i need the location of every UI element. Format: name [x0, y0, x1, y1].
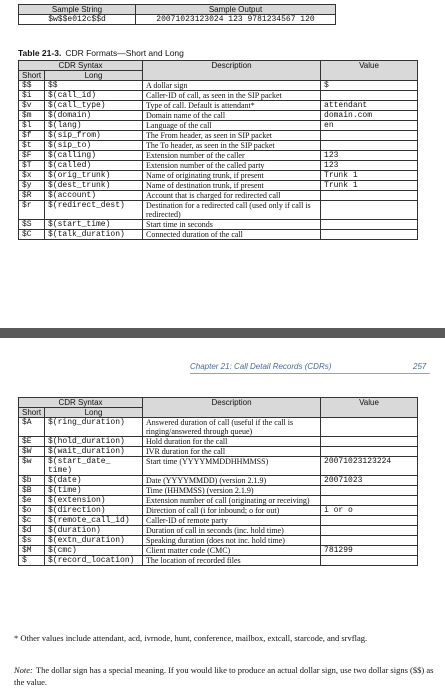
description-cell: Time (HHMMSS) (version 2.1.9) — [143, 486, 321, 496]
value-cell: 20071023 — [321, 476, 418, 486]
description-cell: The From header, as seen in SIP packet — [143, 131, 321, 141]
page-break — [0, 328, 445, 338]
value-cell — [321, 131, 418, 141]
description-cell: Direction of call (i for inbound; o for out) — [143, 506, 321, 516]
description-cell: The To header, as seen in the SIP packet — [143, 141, 321, 151]
description-cell: The location of recorded files — [143, 556, 321, 566]
short-cell: $o — [19, 506, 45, 516]
table-row — [19, 447, 418, 457]
value-cell: attendant — [321, 101, 418, 111]
value-cell: domain.com — [321, 111, 418, 121]
description-cell: A dollar sign — [143, 81, 321, 91]
description-cell: Extension number of call (originating or receiving) — [143, 496, 321, 506]
short-cell: $ — [19, 556, 45, 566]
table-row — [19, 516, 418, 526]
table-caption — [18, 48, 184, 58]
value-cell — [321, 437, 418, 447]
value-cell — [321, 496, 418, 506]
sample-output-header: Sample Output — [136, 5, 336, 15]
value-cell — [321, 220, 418, 230]
value-cell — [321, 516, 418, 526]
table-row — [19, 141, 418, 151]
short-cell: $S — [19, 220, 45, 230]
cdr-formats-table — [18, 60, 418, 240]
table-row — [19, 131, 418, 141]
page-number: 257 — [413, 362, 427, 371]
description-cell: Destination for a redirected call (used only if call is redirected) — [143, 201, 321, 220]
description-cell: Type of call. Default is attendant* — [143, 101, 321, 111]
description-cell: Name of destination trunk, if present — [143, 181, 321, 191]
cdr-syntax-header: CDR Syntax — [19, 61, 143, 71]
long-cell: $(duration) — [45, 526, 143, 536]
short-cell: $d — [19, 526, 45, 536]
value-cell — [321, 230, 418, 240]
short-cell: $B — [19, 486, 45, 496]
long-cell: $(sip_from) — [45, 131, 143, 141]
long-cell: $(start_date_ time) — [45, 457, 143, 476]
caption-text: CDR Formats—Short and Long — [65, 48, 184, 58]
note-label: Note: — [14, 665, 33, 675]
table-row — [19, 161, 418, 171]
value-cell — [321, 526, 418, 536]
short-cell: $M — [19, 546, 45, 556]
short-header: Short — [19, 71, 45, 81]
short-cell: $s — [19, 536, 45, 546]
description-cell: Hold duration for the call — [143, 437, 321, 447]
value-cell — [321, 191, 418, 201]
sample-string-header: Sample String — [19, 5, 136, 15]
table-row — [19, 191, 418, 201]
description-cell: Start time in seconds — [143, 220, 321, 230]
table-row — [19, 496, 418, 506]
long-cell: $(dest_trunk) — [45, 181, 143, 191]
short-cell: $$ — [19, 81, 45, 91]
long-cell: $(sip_to) — [45, 141, 143, 151]
description-cell: Date (YYYYMMDD) (version 2.1.9) — [143, 476, 321, 486]
description-cell: IVR duration for the call — [143, 447, 321, 457]
table-row — [19, 121, 418, 131]
value-cell — [321, 201, 418, 220]
short-cell: $x — [19, 171, 45, 181]
table-row — [19, 476, 418, 486]
short-cell: $v — [19, 101, 45, 111]
short-cell: $c — [19, 516, 45, 526]
long-cell: $(orig_trunk) — [45, 171, 143, 181]
table-row — [19, 506, 418, 516]
table-row — [19, 201, 418, 220]
short-cell: $t — [19, 141, 45, 151]
table-row — [19, 546, 418, 556]
footnote: * Other values include attendant, acd, ivrnode, hunt, conference, mailbox, extcall, starcode, and srvflag. — [14, 633, 368, 643]
long-cell: $(call_type) — [45, 101, 143, 111]
short-cell: $C — [19, 230, 45, 240]
sample-output-cell: 20071023123024 123 9781234567 120 — [136, 15, 336, 25]
table-row — [19, 81, 418, 91]
long-cell: $(calling) — [45, 151, 143, 161]
long-cell: $(time) — [45, 486, 143, 496]
short-cell: $l — [19, 121, 45, 131]
description-cell: Caller-ID of call, as seen in the SIP packet — [143, 91, 321, 101]
value-cell — [321, 91, 418, 101]
description-header: Description — [143, 398, 321, 418]
short-cell: $m — [19, 111, 45, 121]
page-header: Chapter 21: Call Detail Records (CDRs) — [190, 362, 332, 371]
value-cell — [321, 556, 418, 566]
long-cell: $(wait_duration) — [45, 447, 143, 457]
long-cell: $(date) — [45, 476, 143, 486]
long-cell: $(extension) — [45, 496, 143, 506]
description-cell: Speaking duration (does not inc. hold time) — [143, 536, 321, 546]
short-cell: $e — [19, 496, 45, 506]
short-cell: $y — [19, 181, 45, 191]
cdr-syntax-header: CDR Syntax — [19, 398, 143, 408]
long-cell: $(account) — [45, 191, 143, 201]
table-row — [19, 230, 418, 240]
short-cell: $w — [19, 457, 45, 476]
short-cell: $E — [19, 437, 45, 447]
long-cell: $(start_time) — [45, 220, 143, 230]
value-cell: Trunk 1 — [321, 171, 418, 181]
value-header: Value — [321, 398, 418, 418]
description-cell: Answered duration of call (useful if the call is ringing/answered through queue) — [143, 418, 321, 437]
long-cell: $(call_id) — [45, 91, 143, 101]
value-cell: $ — [321, 81, 418, 91]
table-row — [19, 220, 418, 230]
description-cell: Extension number of the called party — [143, 161, 321, 171]
short-cell: $T — [19, 161, 45, 171]
cdr-formats-body — [19, 81, 418, 240]
cdr-formats-table-continued — [18, 397, 418, 566]
value-cell — [321, 418, 418, 437]
long-cell: $(extn_duration) — [45, 536, 143, 546]
table-row — [19, 536, 418, 546]
long-cell: $(called) — [45, 161, 143, 171]
value-cell — [321, 141, 418, 151]
table-row — [19, 181, 418, 191]
short-cell: $f — [19, 131, 45, 141]
short-cell: $W — [19, 447, 45, 457]
value-cell: 123 — [321, 151, 418, 161]
long-cell: $(direction) — [45, 506, 143, 516]
value-cell: 781299 — [321, 546, 418, 556]
long-cell: $$ — [45, 81, 143, 91]
value-cell — [321, 486, 418, 496]
table-row — [19, 91, 418, 101]
value-cell: 123 — [321, 161, 418, 171]
value-cell — [321, 536, 418, 546]
description-cell: Language of the call — [143, 121, 321, 131]
value-cell: 20071023123224 — [321, 457, 418, 476]
table-row — [19, 151, 418, 161]
short-cell: $A — [19, 418, 45, 437]
value-header: Value — [321, 61, 418, 81]
table-row — [19, 556, 418, 566]
long-cell: $(ring_duration) — [45, 418, 143, 437]
value-cell — [321, 447, 418, 457]
description-cell: Name of originating trunk, if present — [143, 171, 321, 181]
description-cell: Caller-ID of remote party — [143, 516, 321, 526]
table-row — [19, 111, 418, 121]
description-cell: Client matter code (CMC) — [143, 546, 321, 556]
description-cell: Domain name of the call — [143, 111, 321, 121]
caption-label: Table 21-3. — [18, 48, 62, 58]
table-row — [19, 437, 418, 447]
value-cell: Trunk 1 — [321, 181, 418, 191]
long-cell: $(talk_duration) — [45, 230, 143, 240]
short-cell: $R — [19, 191, 45, 201]
long-cell: $(remote_call_id) — [45, 516, 143, 526]
note-text: The dollar sign has a special meaning. If you would like to produce an actual dollar sign, use two dollar signs ($$) as the value. — [14, 665, 434, 687]
description-cell: Start time (YYYYMMDDHHMMSS) — [143, 457, 321, 476]
long-header: Long — [45, 71, 143, 81]
long-cell: $(domain) — [45, 111, 143, 121]
table-row — [19, 457, 418, 476]
description-cell: Extension number of the caller — [143, 151, 321, 161]
long-cell: $(hold_duration) — [45, 437, 143, 447]
long-cell: $(record_location) — [45, 556, 143, 566]
short-cell: $F — [19, 151, 45, 161]
description-header: Description — [143, 61, 321, 81]
cdr-formats-continued-body — [19, 418, 418, 566]
table-row — [19, 526, 418, 536]
header-rule — [190, 373, 430, 374]
sample-table — [18, 4, 336, 25]
long-cell: $(cmc) — [45, 546, 143, 556]
table-row — [19, 171, 418, 181]
long-cell: $(lang) — [45, 121, 143, 131]
description-cell: Duration of call in seconds (inc. hold time) — [143, 526, 321, 536]
table-row — [19, 101, 418, 111]
short-header: Short — [19, 408, 45, 418]
table-row — [19, 418, 418, 437]
description-cell: Account that is charged for redirected call — [143, 191, 321, 201]
value-cell: en — [321, 121, 418, 131]
value-cell: i or o — [321, 506, 418, 516]
short-cell: $b — [19, 476, 45, 486]
description-cell: Connected duration of the call — [143, 230, 321, 240]
sample-string-cell: $w$$e012c$$d — [19, 15, 136, 25]
table-row — [19, 486, 418, 496]
note — [14, 664, 434, 688]
short-cell: $i — [19, 91, 45, 101]
long-header: Long — [45, 408, 143, 418]
long-cell: $(redirect_dest) — [45, 201, 143, 220]
short-cell: $r — [19, 201, 45, 220]
